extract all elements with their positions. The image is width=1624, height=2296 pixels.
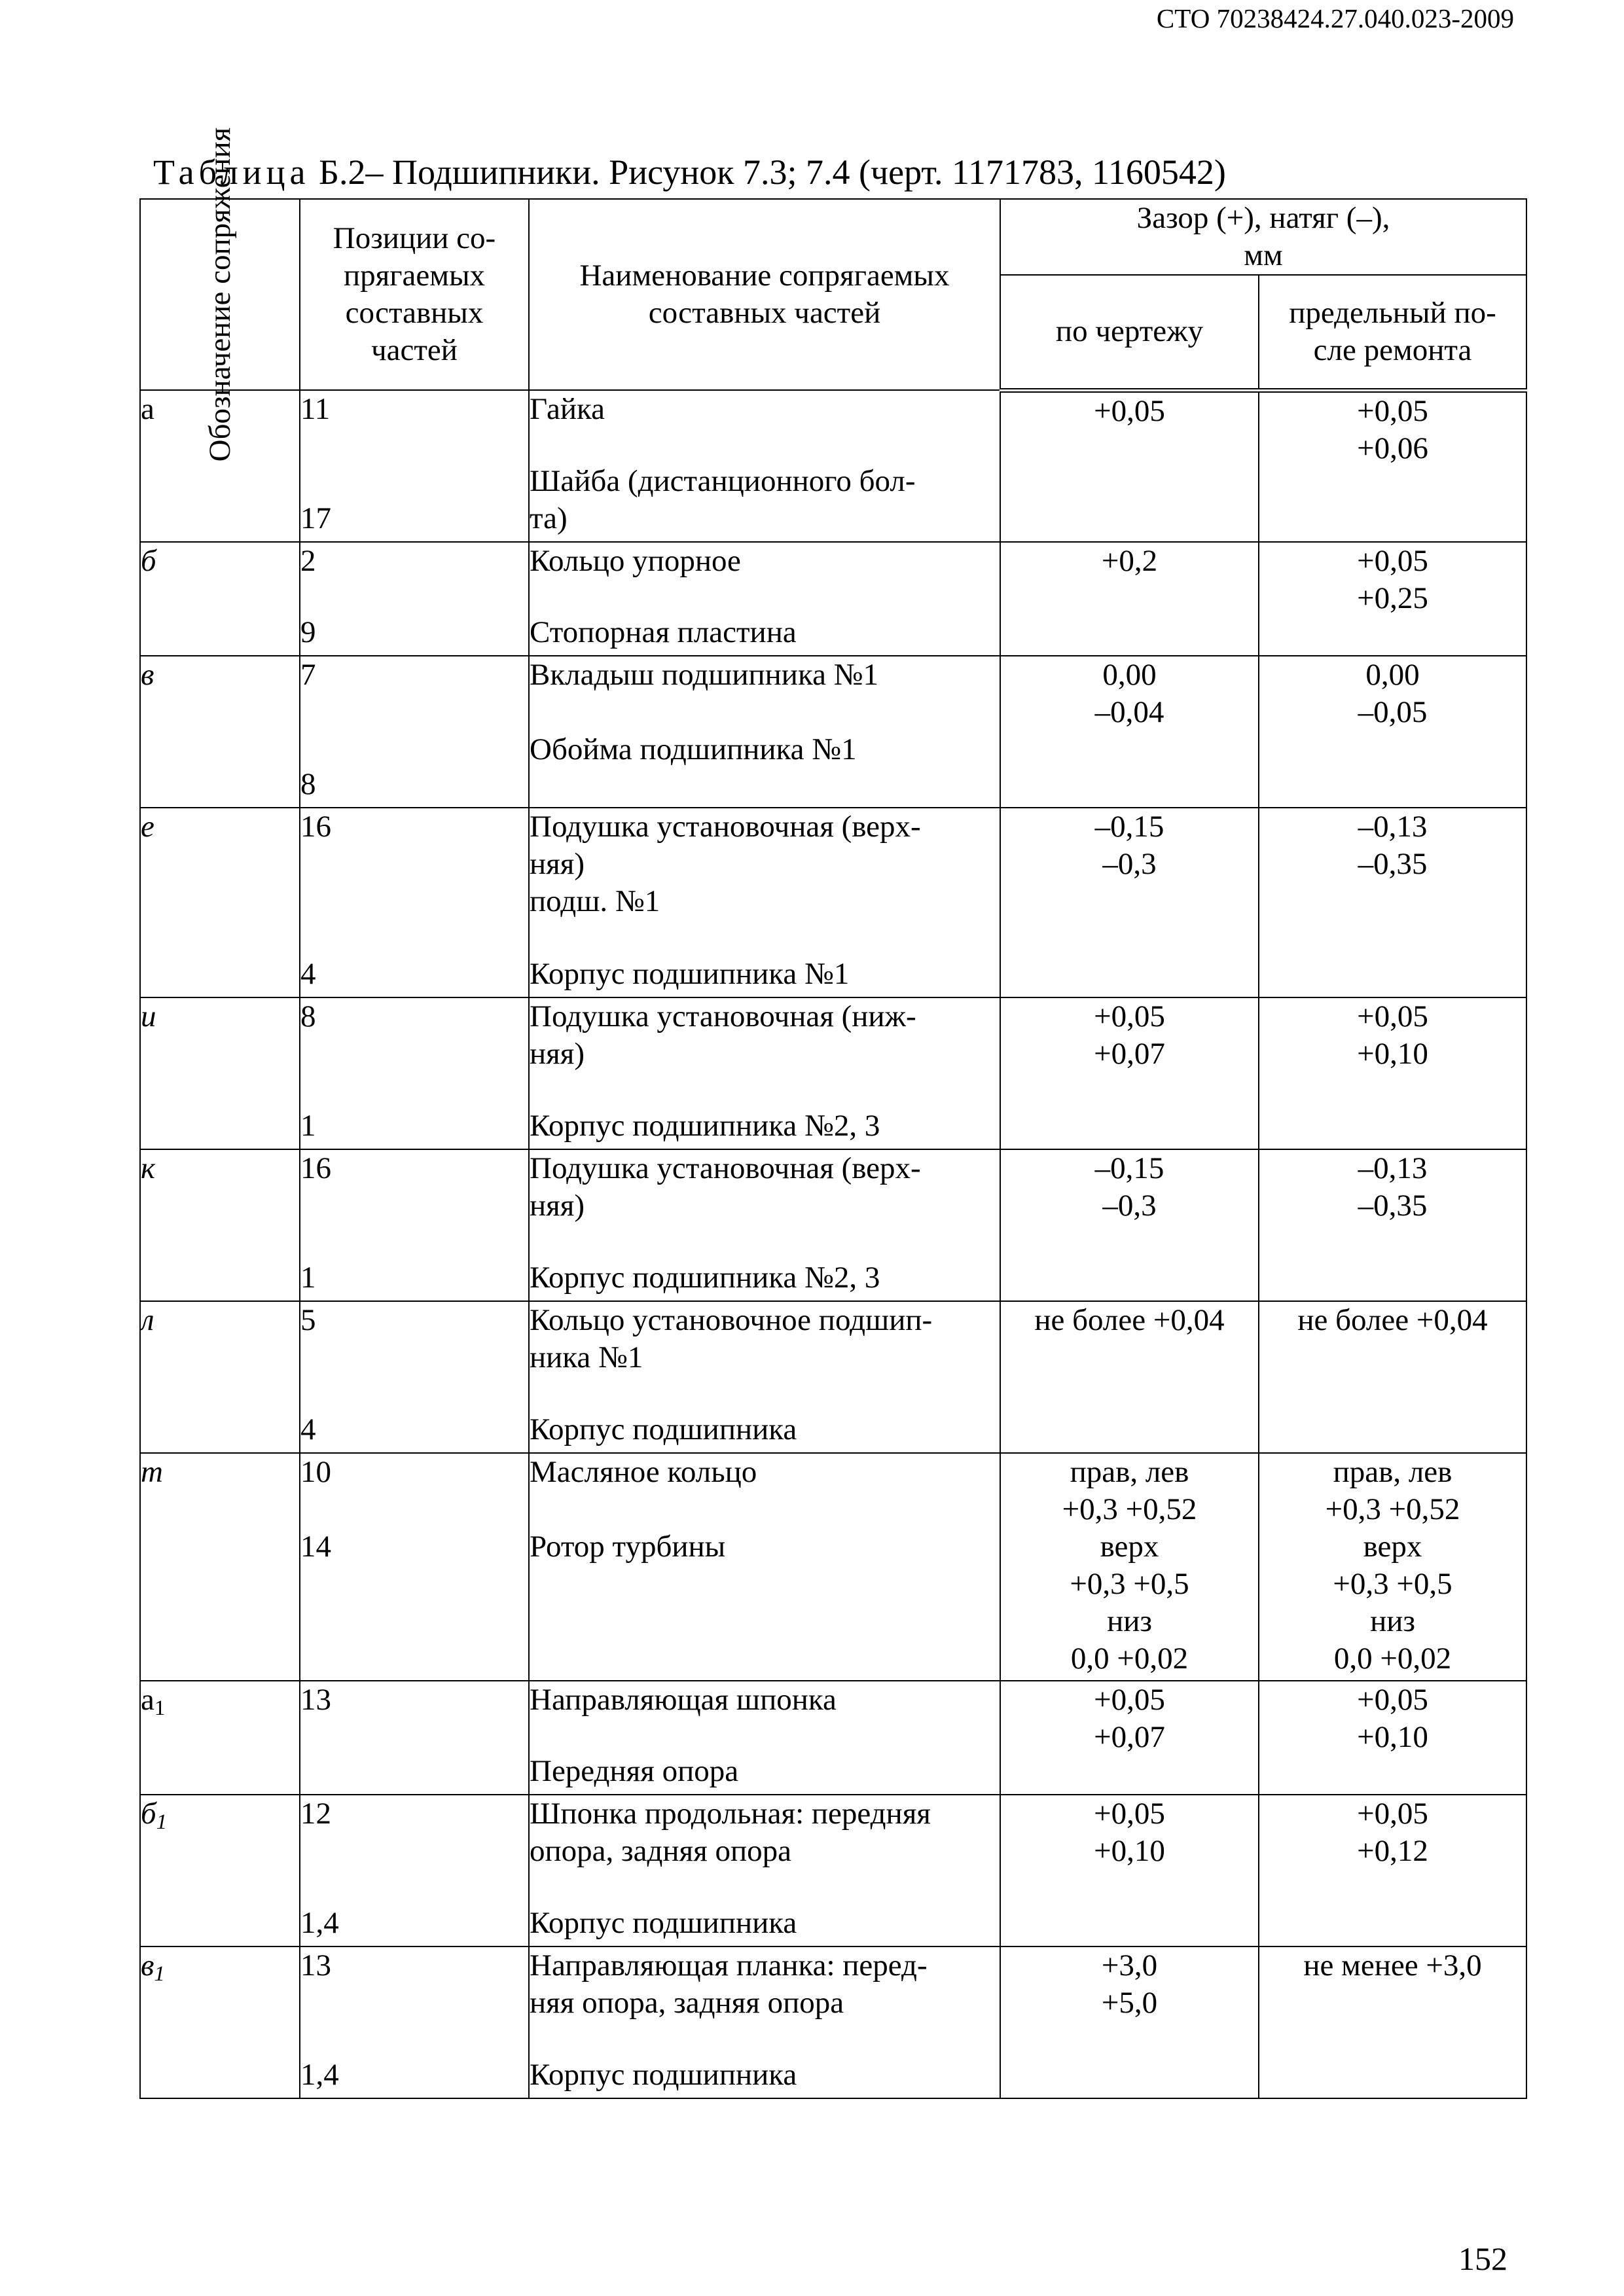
- gap-limit-after-repair: +0,05 +0,06: [1259, 390, 1526, 542]
- designation-cell: [140, 997, 300, 1149]
- position-top: 11: [300, 392, 331, 426]
- part-name-bottom: Корпус подшипника: [530, 1412, 797, 1446]
- designation-subscript: 1: [154, 1696, 166, 1720]
- page-number: 152: [1458, 2240, 1507, 2277]
- header-by-drawing: по чертежу: [1000, 275, 1259, 390]
- position-bottom: 1: [300, 1109, 316, 1143]
- designation-cell: [140, 1453, 300, 1681]
- table-row: [140, 997, 1526, 1149]
- position-top: 13: [300, 1683, 331, 1717]
- part-name-bottom: Корпус подшипника: [530, 1906, 797, 1940]
- part-name-bottom: Шайба (дистанционного бол- та): [530, 464, 916, 535]
- position-bottom: 1: [300, 1261, 316, 1295]
- names-cell: [529, 656, 1000, 808]
- designation-mark: к: [141, 1151, 155, 1185]
- position-top: 12: [300, 1797, 331, 1831]
- table-row: [140, 808, 1526, 997]
- gap-by-drawing: 0,00 –0,04: [1000, 656, 1259, 808]
- gap-limit-after-repair: не менее +3,0: [1259, 1946, 1526, 2098]
- part-name-top: Подушка установочная (ниж- няя): [530, 999, 916, 1071]
- part-name-top: Подушка установочная (верх- няя): [530, 1151, 921, 1223]
- position-top: 13: [300, 1948, 331, 1982]
- gap-by-drawing: +0,2: [1000, 542, 1259, 656]
- position-bottom: 17: [300, 501, 331, 535]
- designation-cell: [140, 542, 300, 656]
- names-cell: [529, 1946, 1000, 2098]
- part-name-top: Гайка: [530, 392, 605, 426]
- names-cell: [529, 1301, 1000, 1453]
- gap-limit-after-repair: –0,13 –0,35: [1259, 808, 1526, 997]
- gap-by-drawing: не более +0,04: [1000, 1301, 1259, 1453]
- positions-cell: [300, 1453, 529, 1681]
- designation-mark: б: [141, 1797, 156, 1831]
- table-row: [140, 1149, 1526, 1301]
- part-name-bottom: Корпус подшипника: [530, 2058, 797, 2092]
- part-name-bottom: Стопорная пластина: [530, 615, 797, 649]
- position-bottom: 1,4: [300, 2058, 339, 2092]
- table-row: [140, 1946, 1526, 2098]
- position-top: 8: [300, 999, 316, 1033]
- table-caption: [153, 152, 1226, 192]
- gap-limit-after-repair: не более +0,04: [1259, 1301, 1526, 1453]
- designation-cell: [140, 656, 300, 808]
- positions-cell: [300, 656, 529, 808]
- names-cell: [529, 1149, 1000, 1301]
- designation-cell: [140, 1946, 300, 2098]
- gap-by-drawing: +0,05 +0,07: [1000, 1681, 1259, 1795]
- designation-mark: т: [141, 1455, 163, 1489]
- names-cell: [529, 1453, 1000, 1681]
- position-bottom: 1,4: [300, 1906, 339, 1940]
- position-bottom: 4: [300, 1412, 316, 1446]
- gap-by-drawing: –0,15 –0,3: [1000, 1149, 1259, 1301]
- names-cell: [529, 390, 1000, 542]
- table-row: [140, 542, 1526, 656]
- designation-mark: б: [141, 544, 156, 578]
- designation-mark: в: [141, 1948, 154, 1982]
- part-name-top: Направляющая шпонка: [530, 1683, 837, 1717]
- positions-cell: [300, 1795, 529, 1946]
- header-limit-after-repair: предельный по- сле ремонта: [1259, 275, 1526, 390]
- designation-cell: [140, 1795, 300, 1946]
- gap-by-drawing: +3,0 +5,0: [1000, 1946, 1259, 2098]
- part-name-top: Масляное кольцо Ротор турбины: [530, 1455, 757, 1564]
- header-positions: Позиции со- прягаемых составных частей: [300, 199, 529, 390]
- position-top: 2: [300, 544, 316, 578]
- gap-limit-after-repair: +0,05 +0,25: [1259, 542, 1526, 656]
- part-name-bottom: Корпус подшипника №2, 3: [530, 1109, 880, 1143]
- designation-mark: а: [141, 1683, 154, 1717]
- part-name-top: Шпонка продольная: передняя опора, задняя опора: [530, 1797, 931, 1868]
- caption-label: Таблица: [153, 152, 310, 192]
- table-row: [140, 1681, 1526, 1795]
- part-name-top: Кольцо установочное подшип- ника №1: [530, 1303, 933, 1374]
- header-gap-group: Зазор (+), натяг (–), мм: [1000, 199, 1526, 275]
- table-row: [140, 1795, 1526, 1946]
- designation-mark: и: [141, 999, 156, 1033]
- gap-by-drawing: прав, лев +0,3 +0,52 верх +0,3 +0,5 низ 0,0 +0,02: [1000, 1453, 1259, 1681]
- gap-limit-after-repair: прав, лев +0,3 +0,52 верх +0,3 +0,5 низ 0,0 +0,02: [1259, 1453, 1526, 1681]
- position-bottom: 8: [300, 767, 316, 801]
- designation-subscript: 1: [156, 1810, 168, 1834]
- gap-limit-after-repair: +0,05 +0,12: [1259, 1795, 1526, 1946]
- positions-cell: [300, 1946, 529, 2098]
- designation-subscript: 1: [154, 1962, 165, 1986]
- names-cell: [529, 997, 1000, 1149]
- designation-cell: [140, 1149, 300, 1301]
- table-row: [140, 390, 1526, 542]
- table-row: [140, 1301, 1526, 1453]
- gap-by-drawing: +0,05 +0,07: [1000, 997, 1259, 1149]
- position-top: 16: [300, 810, 331, 844]
- designation-mark: а: [141, 392, 154, 426]
- position-top: 10 14: [300, 1455, 331, 1564]
- designation-cell: [140, 1681, 300, 1795]
- gap-limit-after-repair: +0,05 +0,10: [1259, 997, 1526, 1149]
- part-name-bottom: Корпус подшипника №1: [530, 957, 850, 991]
- header-designation: Обозначение сопряжения: [140, 199, 300, 390]
- gap-limit-after-repair: +0,05 +0,10: [1259, 1681, 1526, 1795]
- designation-mark: л: [141, 1303, 154, 1337]
- designation-mark: е: [141, 810, 154, 844]
- names-cell: [529, 1681, 1000, 1795]
- header-names: Наименование сопрягаемых составных частей: [529, 199, 1000, 390]
- position-bottom: 4: [300, 957, 316, 991]
- table-row: [140, 1453, 1526, 1681]
- gap-limit-after-repair: –0,13 –0,35: [1259, 1149, 1526, 1301]
- designation-mark: в: [141, 658, 154, 692]
- position-top: 16: [300, 1151, 331, 1185]
- gap-by-drawing: +0,05 +0,10: [1000, 1795, 1259, 1946]
- position-top: 5: [300, 1303, 316, 1337]
- part-name-top: Направляющая планка: перед- няя опора, задняя опора: [530, 1948, 928, 2020]
- caption-text: Б.2– Подшипники. Рисунок 7.3; 7.4 (черт. 1171783, 1160542): [318, 152, 1226, 192]
- names-cell: [529, 1795, 1000, 1946]
- position-bottom: 9: [300, 615, 316, 649]
- part-name-bottom: Передняя опора: [530, 1754, 739, 1788]
- gap-limit-after-repair: 0,00 –0,05: [1259, 656, 1526, 808]
- part-name-top: Кольцо упорное: [530, 544, 741, 578]
- positions-cell: [300, 1681, 529, 1795]
- positions-cell: [300, 390, 529, 542]
- gap-by-drawing: –0,15 –0,3: [1000, 808, 1259, 997]
- part-name-top: Подушка установочная (верх- няя) подш. №1: [530, 810, 921, 918]
- positions-cell: [300, 1301, 529, 1453]
- positions-cell: [300, 808, 529, 997]
- document-code: СТО 70238424.27.040.023-2009: [1156, 3, 1514, 33]
- positions-cell: [300, 1149, 529, 1301]
- gap-by-drawing: +0,05: [1000, 390, 1259, 542]
- names-cell: [529, 808, 1000, 997]
- table-row: [140, 656, 1526, 808]
- part-name-bottom: Корпус подшипника №2, 3: [530, 1261, 880, 1295]
- positions-cell: [300, 542, 529, 656]
- names-cell: [529, 542, 1000, 656]
- position-top: 7: [300, 658, 316, 692]
- positions-cell: [300, 997, 529, 1149]
- designation-cell: [140, 808, 300, 997]
- part-name-top: Вкладыш подшипника №1 Обойма подшипника №1: [530, 658, 879, 766]
- designation-cell: [140, 1301, 300, 1453]
